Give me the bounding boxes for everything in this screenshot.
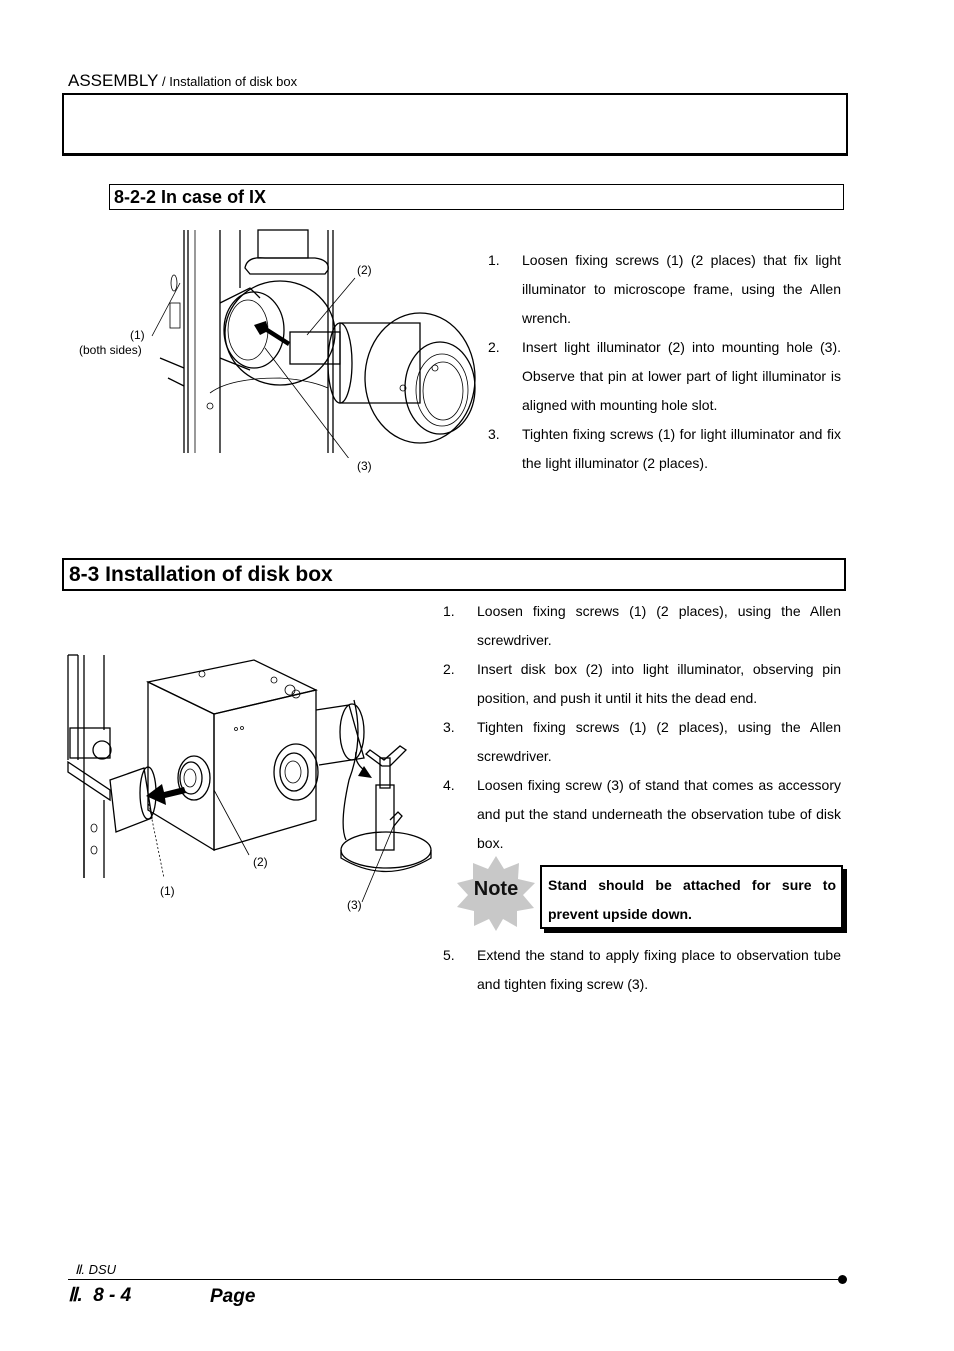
figure2-label-2: (2): [253, 855, 268, 869]
list-item: [443, 713, 841, 771]
disk-box-steps-list: [443, 597, 841, 858]
step-number: 2.: [488, 339, 500, 355]
step-text: Tighten fixing screws (1) for light illuminator and fix the light illuminator (2 places).: [522, 426, 841, 471]
step-text: Loosen fixing screws (1) (2 places), using the Allen screwdriver.: [477, 603, 841, 648]
figure1-label-2: (2): [357, 263, 372, 277]
list-item: [488, 420, 841, 478]
step-number: 3.: [443, 719, 455, 735]
note-text: Stand should be attached for sure to prevent upside down.: [548, 877, 836, 922]
list-item: [443, 941, 841, 999]
step-text: Loosen fixing screws (1) (2 places) that fix light illuminator to microscope frame, using the Allen wrench.: [522, 252, 841, 326]
figure2-label-3: (3): [347, 898, 362, 912]
header-box: [62, 93, 848, 156]
section-8-3-title: 8-3 Installation of disk box: [62, 558, 846, 591]
list-item: [443, 655, 841, 713]
footer-page-number: Ⅱ. 8 - 4: [68, 1285, 132, 1306]
step-number: 1.: [443, 603, 455, 619]
ix-illuminator-figure: [150, 228, 480, 458]
list-item: [443, 597, 841, 655]
step-number: 3.: [488, 426, 500, 442]
step-number: 2.: [443, 661, 455, 677]
figure1-label-3: (3): [357, 459, 372, 473]
ix-steps-list: [488, 246, 841, 478]
step-text: Insert light illuminator (2) into mounting hole (3). Observe that pin at lower part of light illuminator is aligned with mounting hole slot.: [522, 339, 841, 413]
step-text: Insert disk box (2) into light illuminator, observing pin position, and push it until it hits the dead end.: [477, 661, 841, 706]
figure1-label-1: (1): [130, 328, 145, 342]
step-text: Loosen fixing screw (3) of stand that comes as accessory and put the stand underneath the observation tube of disk box.: [477, 777, 841, 851]
step-text: Tighten fixing screws (1) (2 places), using the Allen screwdriver.: [477, 719, 841, 764]
step-number: 5.: [443, 947, 455, 963]
footer-rule: [68, 1279, 842, 1280]
section-8-2-2-title: 8-2-2 In case of IX: [109, 184, 844, 210]
figure1-label-1-sub: (both sides): [79, 343, 142, 357]
running-header: [68, 71, 297, 91]
step-number: 4.: [443, 777, 455, 793]
list-item: [488, 333, 841, 420]
header-section: ASSEMBLY: [68, 71, 159, 90]
disk-box-steps-list-continued: [443, 941, 841, 999]
note-label: Note: [473, 878, 519, 900]
footer-page-label: Page: [210, 1286, 256, 1307]
figure2-label-1: (1): [160, 884, 175, 898]
list-item: [443, 771, 841, 858]
footer-chapter: Ⅱ. DSU: [75, 1262, 117, 1277]
header-subtitle: / Installation of disk box: [158, 74, 298, 89]
step-number: 1.: [488, 252, 500, 268]
footer-bullet-icon: [838, 1275, 847, 1284]
list-item: [488, 246, 841, 333]
step-text: Extend the stand to apply fixing place to observation tube and tighten fixing screw (3).: [477, 947, 841, 992]
note-box: [540, 865, 843, 929]
disk-box-figure: [64, 650, 436, 915]
